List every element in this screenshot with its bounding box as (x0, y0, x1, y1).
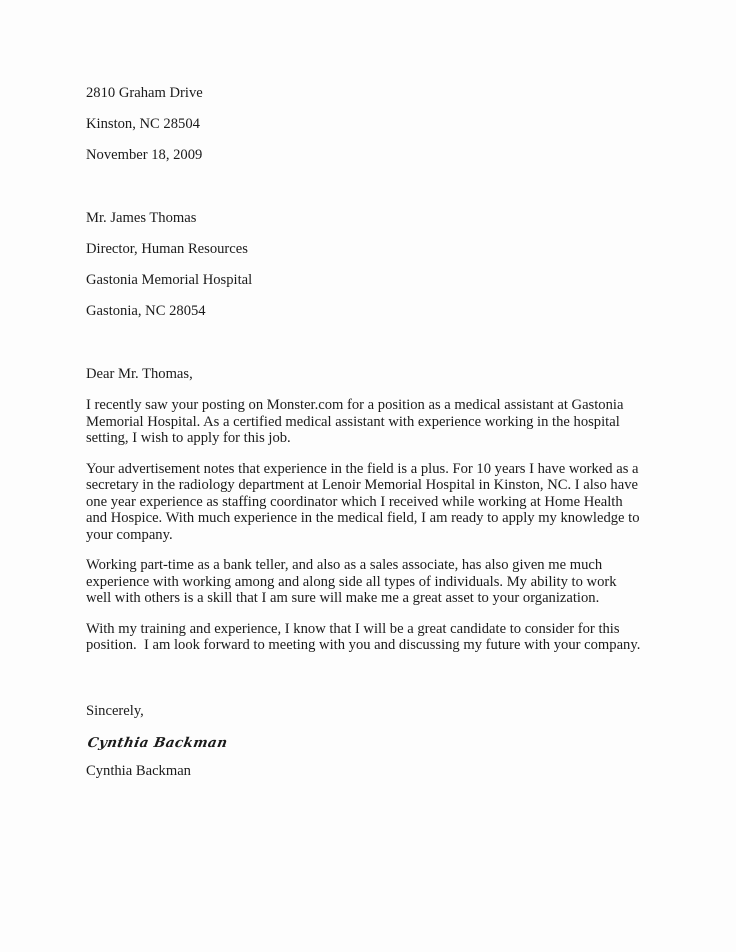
recipient-title: Director, Human Resources (86, 241, 248, 257)
letter-date: November 18, 2009 (86, 147, 203, 163)
recipient-organization: Gastonia Memorial Hospital (86, 272, 253, 288)
sender-city-state-zip: Kinston, NC 28504 (86, 116, 200, 132)
paragraph-intro: I recently saw your posting on Monster.com for a position as a medical assistant at Gastonia Memorial Hospital. As a certified medical assistant with experience working in the hospital setting, I wish to apply for this job. (86, 397, 628, 446)
sender-street: 2810 Graham Drive (86, 85, 203, 101)
closing-salutation: Sincerely, (86, 702, 144, 719)
paragraph-experience: Your advertisement notes that experience in the field is a plus. For 10 years I have worked as a secretary in the radiology department at Lenoir Memorial Hospital in Kinston, NC. I also have one year experience as staffing coordinator which I received while working at Home Health and Hospice. With much experience in the medical field, I am ready to apply my knowledge to your company. (86, 460, 644, 543)
recipient-city-state-zip: Gastonia, NC 28054 (86, 303, 206, 319)
letter-body (86, 85, 644, 780)
recipient-block (86, 210, 644, 320)
handwritten-signature: Cynthia Backman (86, 734, 229, 751)
paragraph-skills: Working part-time as a bank teller, and also as a sales associate, has also given me much experience with working among and along side all types of individuals. My ability to work well with others is a skill that I am sure will make me a great asset to your organization. (86, 557, 621, 606)
paragraph-closing: With my training and experience, I know that I will be a great candidate to consider for this position. I am look forward to meeting with you and discussing my future with your company. (86, 620, 641, 653)
recipient-name: Mr. James Thomas (86, 210, 197, 226)
typed-signature-name: Cynthia Backman (86, 762, 191, 779)
sender-block (86, 85, 644, 164)
salutation: Dear Mr. Thomas, (86, 366, 193, 382)
